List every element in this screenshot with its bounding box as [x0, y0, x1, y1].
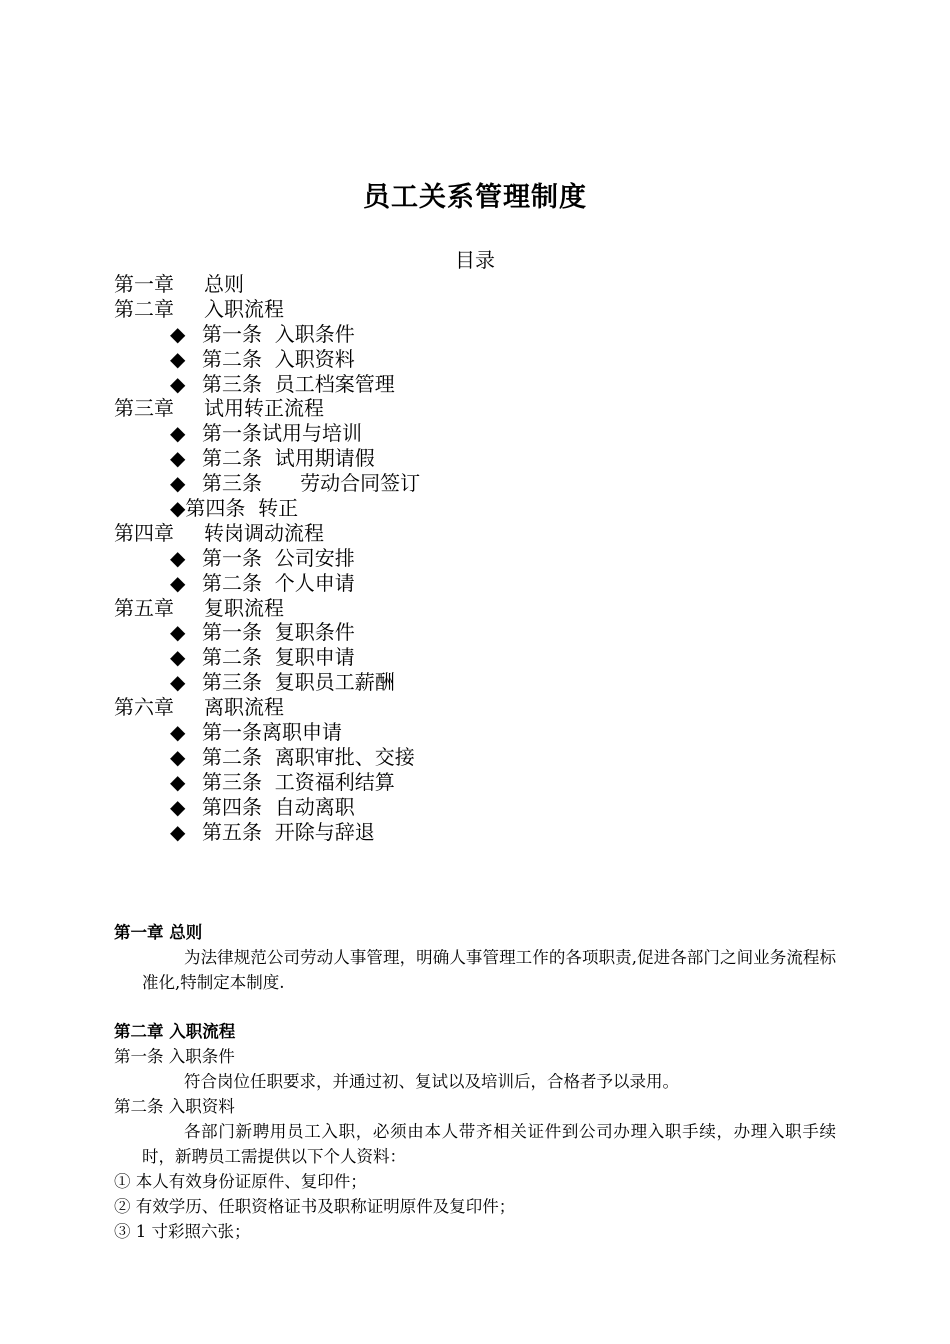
toc-chapter-label: 入职流程	[204, 296, 284, 321]
toc-chapter-label: 离职流程	[204, 695, 284, 720]
diamond-bullet-icon: ◆	[170, 471, 186, 496]
article-2-title: 第二条 入职资料	[114, 1097, 235, 1116]
list-item: ③ 1 寸彩照六张；	[114, 1222, 251, 1241]
toc-article	[114, 820, 814, 845]
toc-article-label: 第一条 复职条件	[202, 620, 355, 645]
chapter-1-heading: 第一章 总则	[114, 923, 203, 942]
toc-article	[114, 446, 814, 471]
toc-article-label: 第四条 转正	[185, 496, 299, 521]
diamond-bullet-icon: ◆	[170, 819, 186, 844]
toc-article	[114, 496, 814, 521]
toc-article-label: 第三条 复职员工薪酬	[202, 670, 395, 695]
toc-article	[114, 347, 814, 372]
chapter-2-section	[114, 1019, 836, 1244]
diamond-bullet-icon: ◆	[170, 346, 186, 371]
toc-article-label: 第二条 个人申请	[202, 570, 355, 595]
diamond-bullet-icon: ◆	[170, 545, 186, 570]
toc-chapter	[114, 297, 814, 322]
toc-chapter	[114, 596, 814, 621]
article-2-text: 各部门新聘用员工入职，必须由本人带齐相关证件到公司办理入职手续，办理入职手续时，新聘员工需提供以下个人资料：	[142, 1122, 836, 1166]
chapter-1-section	[114, 920, 836, 995]
diamond-bullet-icon: ◆	[170, 570, 186, 595]
toc-article-label: 第一条离职申请	[202, 720, 342, 745]
table-of-contents	[114, 272, 814, 844]
toc-article-label: 第二条 复职申请	[202, 645, 355, 670]
chapter-2-heading: 第二章 入职流程	[114, 1022, 236, 1041]
document-title: 员工关系管理制度	[363, 182, 587, 213]
diamond-bullet-icon: ◆	[170, 371, 186, 396]
toc-article	[114, 795, 814, 820]
diamond-bullet-icon: ◆	[170, 421, 186, 446]
toc-article	[114, 670, 814, 695]
toc-chapter-label: 转岗调动流程	[204, 520, 324, 545]
toc-article	[114, 546, 814, 571]
toc-article	[114, 421, 814, 446]
diamond-bullet-icon: ◆	[170, 670, 186, 695]
toc-article	[114, 620, 814, 645]
toc-article-label: 第三条 劳动合同签订	[202, 471, 421, 496]
toc-article	[114, 372, 814, 397]
toc-article-label: 第二条 试用期请假	[202, 446, 375, 471]
toc-chapter-number: 第三章	[114, 396, 174, 421]
diamond-bullet-icon: ◆	[170, 720, 186, 745]
toc-article	[114, 571, 814, 596]
chapter-1-paragraph: 为法律规范公司劳动人事管理，明确人事管理工作的各项职责,促进各部门之间业务流程标准化,特制定本制度.	[142, 948, 836, 992]
diamond-bullet-icon: ◆	[170, 645, 186, 670]
toc-article	[114, 770, 814, 795]
diamond-bullet-icon: ◆	[170, 620, 186, 645]
list-item: ② 有效学历、任职资格证书及职称证明原件及复印件；	[114, 1197, 516, 1216]
diamond-bullet-icon: ◆	[170, 496, 186, 521]
toc-article-label: 第五条 开除与辞退	[202, 819, 375, 844]
toc-chapter-number: 第一章	[114, 272, 174, 296]
list-item: ① 本人有效身份证原件、复印件；	[114, 1172, 367, 1191]
toc-article-label: 第二条 入职资料	[202, 346, 355, 371]
toc-chapter-number: 第五章	[114, 595, 174, 620]
diamond-bullet-icon: ◆	[170, 744, 186, 769]
toc-article-label: 第四条 自动离职	[202, 794, 355, 819]
toc-chapter-label: 试用转正流程	[204, 396, 324, 421]
toc-chapter	[114, 396, 814, 421]
toc-article-label: 第一条 入职条件	[202, 321, 355, 346]
toc-article-label: 第一条 公司安排	[202, 545, 355, 570]
diamond-bullet-icon: ◆	[170, 321, 186, 346]
toc-article-label: 第三条 员工档案管理	[202, 371, 395, 396]
toc-chapter-label: 总则	[204, 272, 244, 296]
toc-heading: 目录	[455, 248, 495, 272]
toc-chapter	[114, 272, 814, 297]
toc-article-label: 第一条试用与培训	[202, 421, 362, 446]
toc-article	[114, 322, 814, 347]
diamond-bullet-icon: ◆	[170, 794, 186, 819]
toc-article	[114, 720, 814, 745]
toc-article-label: 第二条 离职审批、交接	[202, 744, 415, 769]
diamond-bullet-icon: ◆	[170, 769, 186, 794]
toc-article	[114, 471, 814, 496]
diamond-bullet-icon: ◆	[170, 446, 186, 471]
toc-chapter-number: 第二章	[114, 296, 174, 321]
toc-chapter-number: 第六章	[114, 695, 174, 720]
article-1-title: 第一条 入职条件	[114, 1047, 235, 1066]
toc-chapter	[114, 695, 814, 720]
toc-chapter	[114, 521, 814, 546]
toc-article-label: 第三条 工资福利结算	[202, 769, 395, 794]
toc-article	[114, 745, 814, 770]
toc-chapter-number: 第四章	[114, 520, 174, 545]
toc-article	[114, 645, 814, 670]
article-1-text: 符合岗位任职要求，并通过初、复试以及培训后，合格者予以录用。	[184, 1072, 679, 1091]
toc-chapter-label: 复职流程	[204, 595, 284, 620]
